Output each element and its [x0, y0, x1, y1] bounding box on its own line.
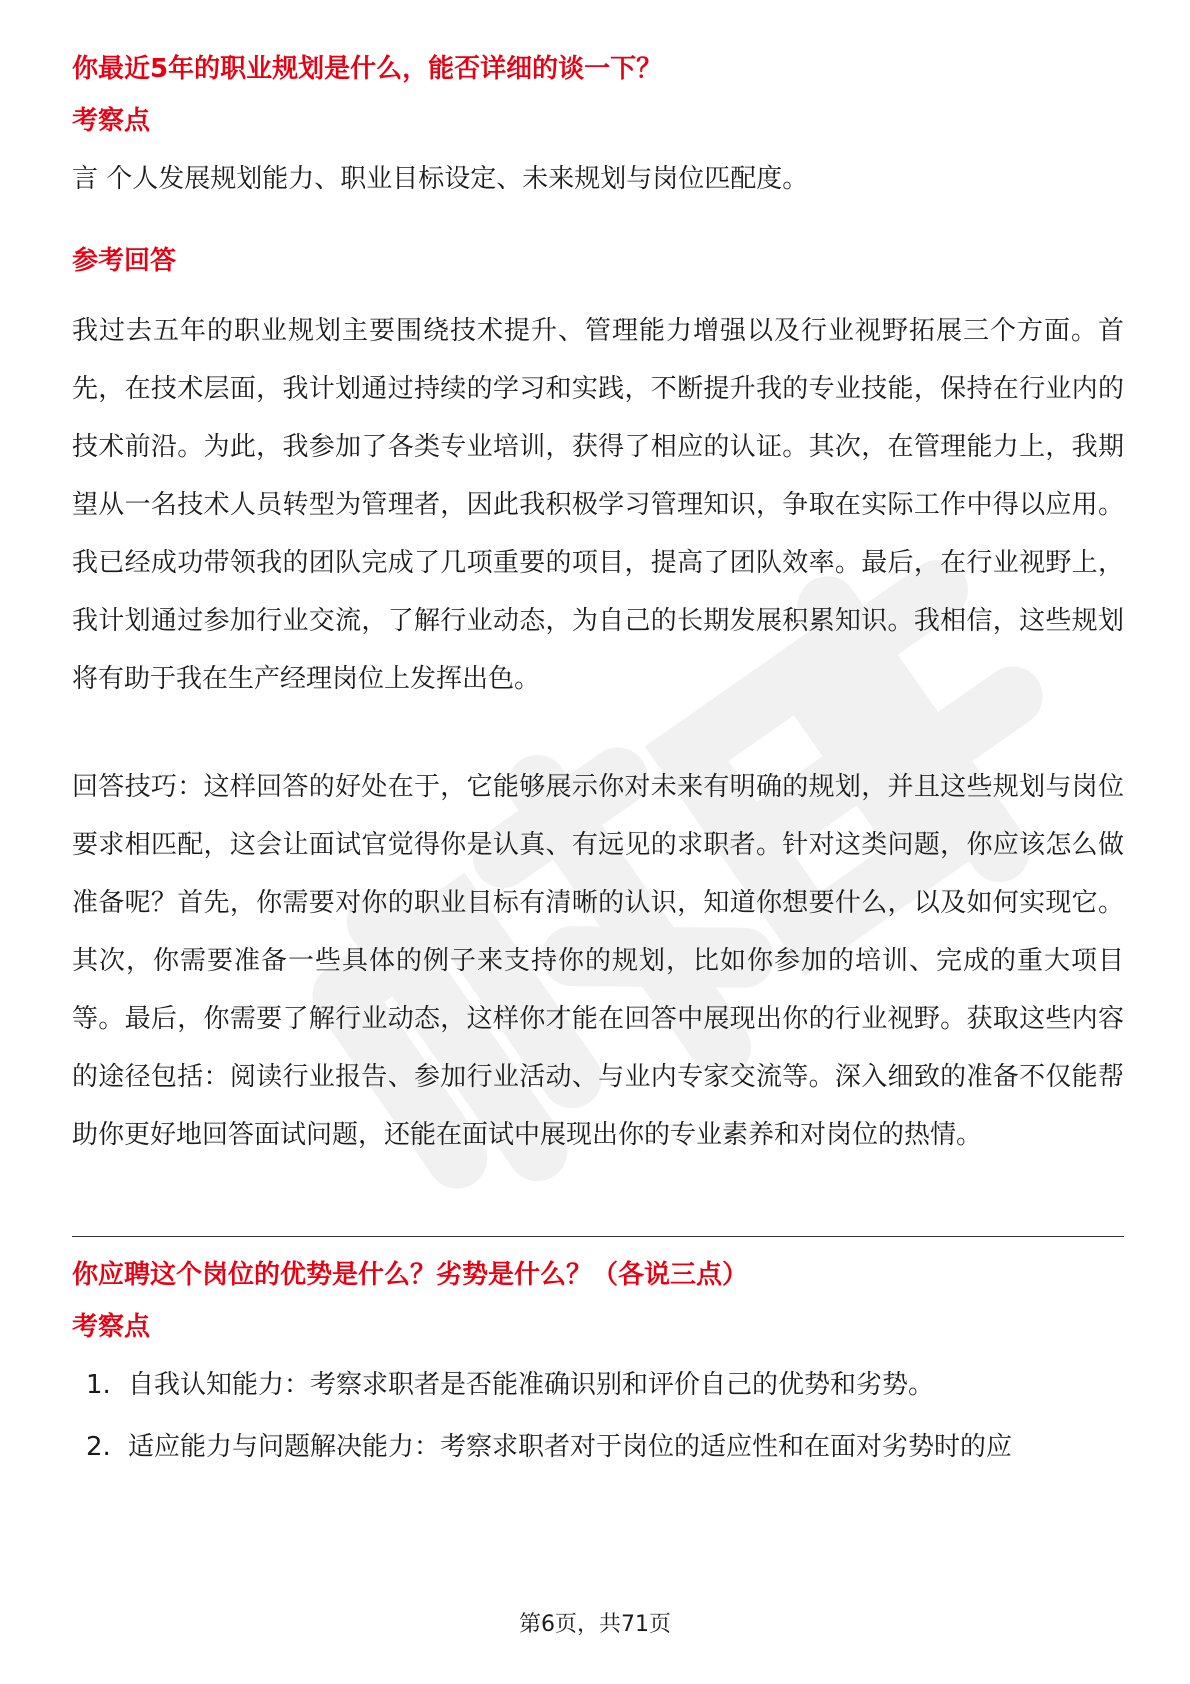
- question-1-tips-text: 回答技巧：这样回答的好处在于，它能够展示你对未来有明确的规划，并且这些规划与岗位要求相匹配，这会让面试官觉得你是认真、有远见的求职者。针对这类问题，你应该怎么做准备呢？首先，你需要对你的职业目标有清晰的认识，知道你想要什么，以及如何实现它。其次，你需要准备一些具体的例子来支持你的规划，比如你参加的培训、完成的重大项目等。最后，你需要了解行业动态，这样你才能在回答中展现出你的行业视野。获取这些内容的途径包括：阅读行业报告、参加行业活动、与业内专家交流等。深入细致的准备不仅能帮助你更好地回答面试问题，还能在面试中展现出你的专业素养和对岗位的热情。: [72, 772, 1124, 1150]
- section-divider: [72, 1236, 1124, 1237]
- question-1-focus-text: 言 个人发展规划能力、职业目标设定、未来规划与岗位匹配度。: [72, 164, 809, 194]
- list-item-number: 2.: [86, 1432, 111, 1462]
- question-1-answer-label: 参考回答: [72, 246, 177, 276]
- list-item: [72, 1368, 1124, 1430]
- list-item-number: 1.: [86, 1370, 111, 1400]
- page-content: [72, 0, 1124, 1684]
- question-2-focus-list: [72, 1368, 1124, 1492]
- question-2-focus-label: 考察点: [72, 1312, 151, 1342]
- list-item-text: 适应能力与问题解决能力：考察求职者对于岗位的适应性和在面对劣势时的应: [128, 1432, 1013, 1462]
- page-footer: 第6页，共71页: [519, 1612, 671, 1637]
- list-item: [72, 1430, 1124, 1492]
- question-2-title: 你应聘这个岗位的优势是什么？劣势是什么？（各说三点）: [72, 1260, 749, 1290]
- question-1-answer-text: 我过去五年的职业规划主要围绕技术提升、管理能力增强以及行业视野拓展三个方面。首先，在技术层面，我计划通过持续的学习和实践，不断提升我的专业技能，保持在行业内的技术前沿。为此，我参加了各类专业培训，获得了相应的认证。其次，在管理能力上，我期望从一名技术人员转型为管理者，因此我积极学习管理知识，争取在实际工作中得以应用。我已经成功带领我的团队完成了几项重要的项目，提高了团队效率。最后，在行业视野上，我计划通过参加行业交流，了解行业动态，为自己的长期发展积累知识。我相信，这些规划将有助于我在生产经理岗位上发挥出色。: [72, 316, 1124, 694]
- list-item-text: 自我认知能力：考察求职者是否能准确识别和评价自己的优势和劣势。: [128, 1370, 935, 1400]
- question-1-focus-label: 考察点: [72, 106, 151, 136]
- question-1-title: 你最近5年的职业规划是什么，能否详细的谈一下？: [72, 54, 663, 84]
